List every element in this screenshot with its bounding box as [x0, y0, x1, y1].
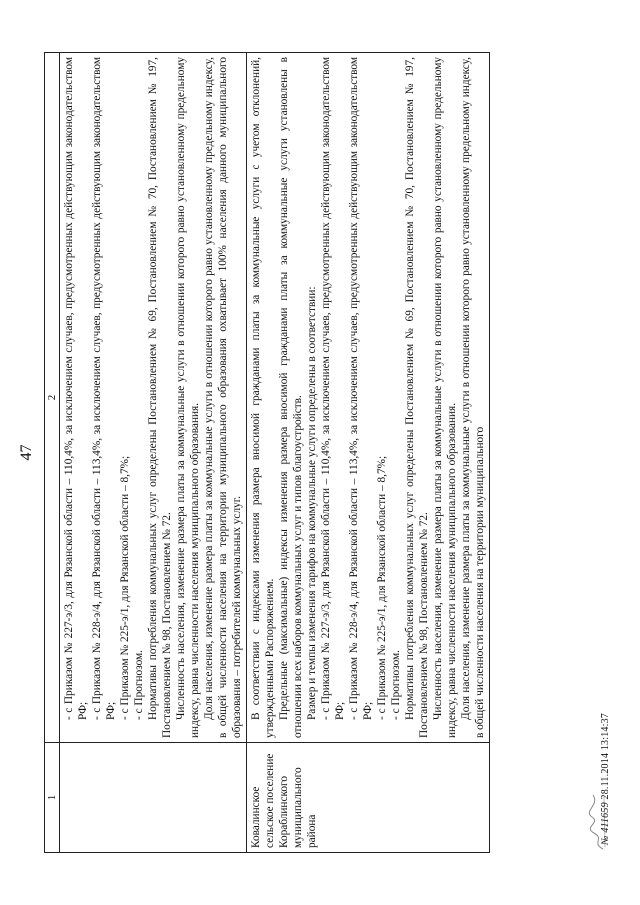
table-row — [247, 53, 490, 853]
document-datetime: 28.11.2014 13:14:37 — [600, 713, 611, 800]
text-line: - с Приказом № 227-э/3, для Рязанской области – 110,4%, за исключением случаев, предусмотренных действующим законодательством РФ; — [63, 57, 89, 720]
text-line: - с Приказом № 225-э/1, для Рязанской области – 8,7%; — [119, 455, 131, 720]
municipality-cell: Ковалинское сельское поселение Кораблинского муниципального района — [247, 743, 490, 853]
text-line: Численность населения, изменение размера платы за коммунальные услуги в отношении которого равно установленному предельному индексу, равна численности населения муниципального образования. — [432, 57, 458, 738]
text-line: Нормативы потребления коммунальных услуг определены Постановлением № 69, Постановлением № 70, Постановлением № 197, Постановлением № 98, Постановлением № 72. — [147, 57, 173, 738]
text-line: Доля населения, изменение размера платы за коммунальные услуги в отношении которого равно установленному предельному индексу, в общей численности населения на территории муниципального — [460, 57, 486, 738]
text-line: Размер и темпы изменения тарифов на коммунальные услуги определены в соответствии: — [306, 286, 318, 720]
text-line: - с Приказом № 227-э/3, для Рязанской области – 110,4%, за исключением случаев, предусмотренных действующим законодательством РФ; — [320, 57, 346, 720]
page-number: 47 — [18, 444, 35, 461]
description-cell — [60, 53, 247, 743]
text-line: Доля населения, изменение размера платы за коммунальные услуги в отношении которого равно установленному предельному индексу, в общей численности населения на территории муниципального образования охватывает 100% населения данного муниципального образования – потребителей коммунальных услуг. — [203, 57, 243, 738]
column-header-2: 2 — [45, 53, 60, 743]
description-cell — [247, 53, 490, 743]
text-line: Численность населения, изменение размера платы за коммунальные услуги в отношении которого равно установленному предельному индексу, равна численности населения муниципального образования. — [175, 57, 201, 738]
column-header-1: 1 — [45, 743, 60, 853]
table-header-row — [45, 53, 60, 853]
text-line: - с Прогнозом. — [390, 649, 402, 720]
text-line: - с Приказом № 228-э/4, для Рязанской области – 113,4%, за исключением случаев, предусмотренных действующим законодательством РФ; — [91, 57, 117, 720]
municipality-table — [44, 52, 490, 853]
document-number: № 411659 — [600, 802, 611, 845]
text-line: - с Приказом № 228-э/4, для Рязанской области – 113,4%, за исключением случаев, предусмотренных действующим законодательством РФ; — [348, 57, 374, 720]
text-line: В соответствии с индексами изменения размера вносимой гражданами платы за коммунальные услуги с учетом отклонений, утвержденными Распоряжением. — [250, 57, 276, 738]
document-footer — [600, 713, 611, 845]
table-row — [60, 53, 247, 853]
municipality-cell — [60, 743, 247, 853]
text-line: Нормативы потребления коммунальных услуг определены Постановлением № 69, Постановлением № 70, Постановлением № 197, Постановлением № 98, Постановлением № 72. — [404, 57, 430, 738]
text-line: - с Прогнозом. — [133, 649, 145, 720]
text-line: - с Приказом № 225-э/1, для Рязанской области – 8,7%; — [376, 455, 388, 720]
text-line: Предельные (максимальные) индексы изменения размера вносимой гражданами платы за коммунальные услуги установлены в отношении всех наборов коммунальных услуг и типов благоустройств. — [278, 57, 304, 738]
